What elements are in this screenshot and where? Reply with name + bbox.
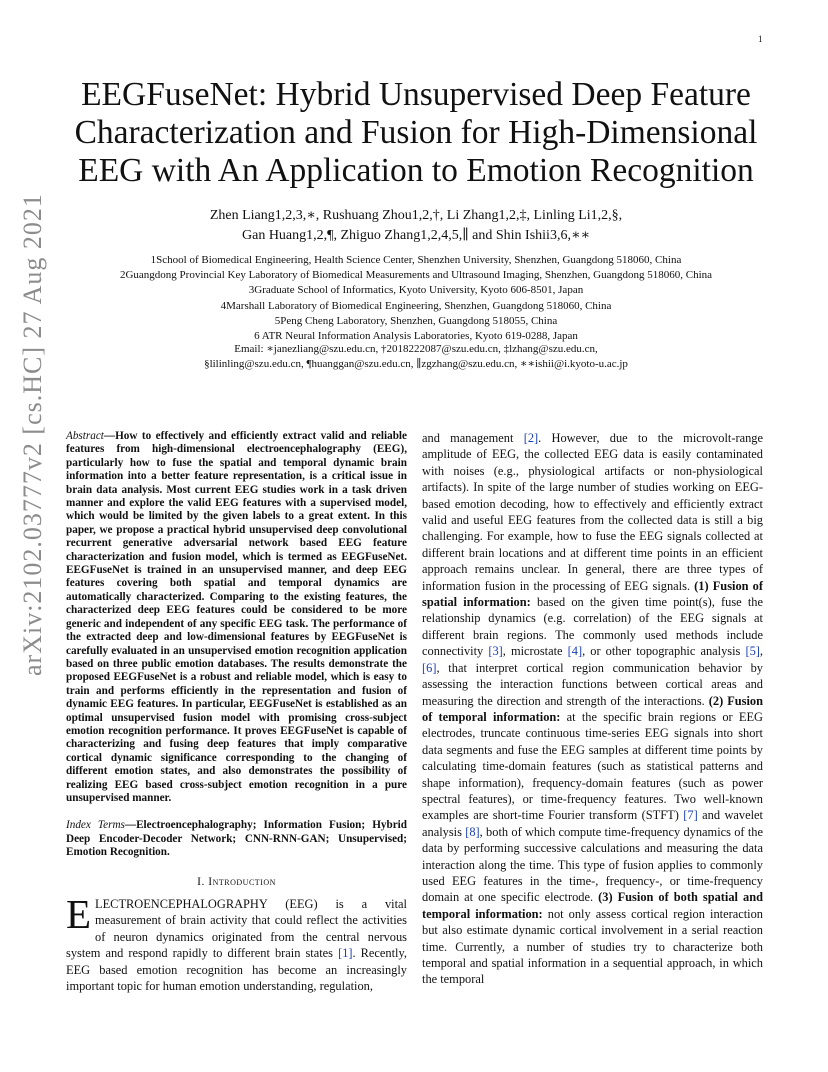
intro-paragraph bbox=[66, 891, 407, 994]
citation-link[interactable]: [2] bbox=[523, 431, 539, 445]
bold-term: (1) Fusion of spatial information: bbox=[422, 578, 764, 610]
affiliation-list bbox=[60, 253, 772, 344]
author-line-1: Zhen Liang1,2,3,∗, Rushuang Zhou1,2,†, Li Zhang1,2,‡, Linling Li1,2,§, bbox=[209, 208, 623, 223]
abstract-lead: Abstract bbox=[66, 430, 104, 442]
body-text: , both of which compute time-frequency dynamics of the data by performing successive calculations and measuring the data interaction along the time. This type of fusion applies to commonly used EEG features in the time-, frequency-, or time-frequency domain at one specific electrode. bbox=[422, 824, 763, 905]
author-list bbox=[100, 206, 732, 246]
section-heading-introduction: I. Introduction bbox=[197, 874, 276, 888]
arxiv-stamp: arXiv:2102.03777v2 [cs.HC] 27 Aug 2021 bbox=[18, 193, 47, 676]
body-text: , or other topographic analysis bbox=[582, 644, 746, 659]
citation-link[interactable]: [1] bbox=[338, 946, 353, 961]
index-terms bbox=[66, 819, 407, 859]
intro-text-a: LECTROENCEPHALOGRAPHY (EEG) is a vital measurement of brain activity that could reflect the activities of neuron dynamics originated from the central nervous system and respond rapidly to different brain states bbox=[66, 897, 407, 961]
body-text: based on the given time point(s), fuse the relationship dynamics (e.g. correlation) of the EEG signals at different brain regions. The commonly used methods include connectivity bbox=[422, 595, 763, 659]
affiliation-2: 2Guangdong Provincial Key Laboratory of Biomedical Measurements and Ultrasound Imaging, Shenzhen, Guangdong 518060, China bbox=[119, 269, 713, 282]
body-text: , that interpret cortical region communication behavior by assessing the interaction functions between cortical areas and measuring the direction and strength of the interactions. bbox=[422, 660, 763, 708]
index-terms-lead: Index Terms bbox=[66, 819, 125, 832]
email-list bbox=[60, 342, 772, 372]
body-text: , bbox=[759, 644, 764, 659]
body-text: and management bbox=[422, 431, 524, 445]
affiliation-5: 5Peng Cheng Laboratory, Shenzhen, Guangdong 518055, China bbox=[274, 314, 558, 327]
abstract-text: —How to effectively and efficiently extract valid and reliable features from high-dimensional electroencephalography (EEG), particularly how to fuse the spatial and temporal dynamic brain information into a better feature representation, is a critical issue in brain data analysis. Most current EEG studies work in a task driven manner and explore the valid EEG features with a supervised model, which would be limited by the given labels to a great extent. In this paper, we propose a practical hybrid unsupervised deep convolutional recurrent generative adversarial network based EEG feature characterization and fusion model, which is termed as EEGFuseNet. EEGFuseNet is trained in an unsupervised manner, and deep EEG features covering both spatial and temporal dynamics are automatically characterized. Comparing to the existing features, the characterized deep EEG features could be considered to be more generic and independent of any specific EEG task. The performance of the extracted deep and low-dimensional features by EEGFuseNet is carefully evaluated in an unsupervised emotion recognition application based on three public emotion databases. The results demonstrate the proposed EEGFuseNet is a robust and reliable model, which is easy to train and performs efficiently in the representation and fusion of dynamic EEG features. In particular, EEGFuseNet is established as an optimal unsupervised fusion model with promising cross-subject emotion recognition performance. It proves EEGFuseNet is capable of characterizing and fusing deep features that imply comparative cortical dynamic significance corresponding to the changing of different emotion states, and also demonstrates the possibility of realizing EEG based cross-subject emotion recognition in a pure unsupervised manner. bbox=[66, 430, 407, 804]
author-line-2: Gan Huang1,2,¶, Zhiguo Zhang1,2,4,5,∥ and Shin Ishii3,6,∗∗ bbox=[242, 228, 590, 243]
intro-text-b: . Recently, EEG based emotion recognition has become an increasingly important topic for human emotion understanding, regulation, bbox=[66, 946, 407, 994]
citation-link[interactable]: [7] bbox=[683, 808, 698, 823]
page-number: 1 bbox=[758, 34, 763, 44]
body-text: , microstate bbox=[502, 644, 568, 659]
citation-link[interactable]: [6] bbox=[422, 660, 437, 675]
email-line-1: Email: ∗janezliang@szu.edu.cn, †2018222087@szu.edu.cn, ‡lzhang@szu.edu.cn, bbox=[234, 343, 598, 355]
dropcap-letter: E bbox=[66, 891, 92, 937]
right-column bbox=[422, 430, 763, 988]
email-line-2: §lilinling@szu.edu.cn, ¶huanggan@szu.edu.cn, ∥zgzhang@szu.edu.cn, ∗∗ishii@i.kyoto-u.ac.jp bbox=[204, 358, 628, 370]
citation-link[interactable]: [4] bbox=[567, 644, 583, 659]
citation-link[interactable]: [5] bbox=[745, 644, 760, 659]
body-paragraph bbox=[422, 430, 763, 988]
index-terms-text: —Electroencephalography; Information Fusion; Hybrid Deep Encoder-Decoder Network; CNN-RNN-GAN; Unsupervised; Emotion Recognition. bbox=[66, 819, 408, 859]
body-text: . However, due to the microvolt-range amplitude of EEG, the collected EEG data is easily contaminated with noises (e.g., physiological artifacts or non-physiological artifacts). In spite of the large number of studies working on EEG-based emotion decoding, how to effectively and efficiently extract valid and useful EEG features from the collected data is still a big challenging. For example, how to fuse the EEG signals collected at different brain locations and at different time points in an efficient approach remains unclear. In general, there are three types of information fusion in the processing of EEG signals. bbox=[422, 431, 763, 593]
bold-term: (2) Fusion of temporal information: bbox=[422, 693, 763, 724]
affiliation-6: 6 ATR Neural Information Analysis Laboratories, Kyoto 619-0288, Japan bbox=[254, 330, 578, 343]
citation-link[interactable]: [8] bbox=[465, 824, 480, 839]
affiliation-4: 4Marshall Laboratory of Biomedical Engineering, Shenzhen, Guangdong 518060, China bbox=[220, 299, 612, 312]
body-text: at the specific brain regions or EEG electrodes, truncate continuous time-series EEG signals into short data segments and fuse the EEG samples at different time points by calculating time-domain features (such as statistical patterns and shape information), frequency-domain features (such as power spectral features), or time-frequency features. Two well-known examples are short-time Fourier transform (STFT) bbox=[422, 709, 764, 823]
body-text: not only assess cortical region interaction but also estimate dynamic cortical involvement in a serial reaction time. Currently, a number of studies try to characterize both temporal and spatial information in a sequential approach, in which the temporal bbox=[422, 906, 763, 987]
citation-link[interactable]: [3] bbox=[488, 644, 503, 659]
affiliation-3: 3Graduate School of Informatics, Kyoto University, Kyoto 606-8501, Japan bbox=[248, 284, 584, 297]
abstract bbox=[66, 430, 407, 805]
left-column bbox=[66, 430, 407, 994]
affiliation-1: 1School of Biomedical Engineering, Health Science Center, Shenzhen University, Shenzhen, Guangdong 518060, China bbox=[150, 254, 682, 266]
paper-title: EEGFuseNet: Hybrid Unsupervised Deep Feature Characterization and Fusion for High-Dimensional EEG with An Application to Emotion Recognition bbox=[74, 76, 758, 189]
bold-term: (3) Fusion of both spatial and temporal information: bbox=[422, 890, 763, 921]
body-text: and wavelet analysis bbox=[422, 808, 763, 839]
